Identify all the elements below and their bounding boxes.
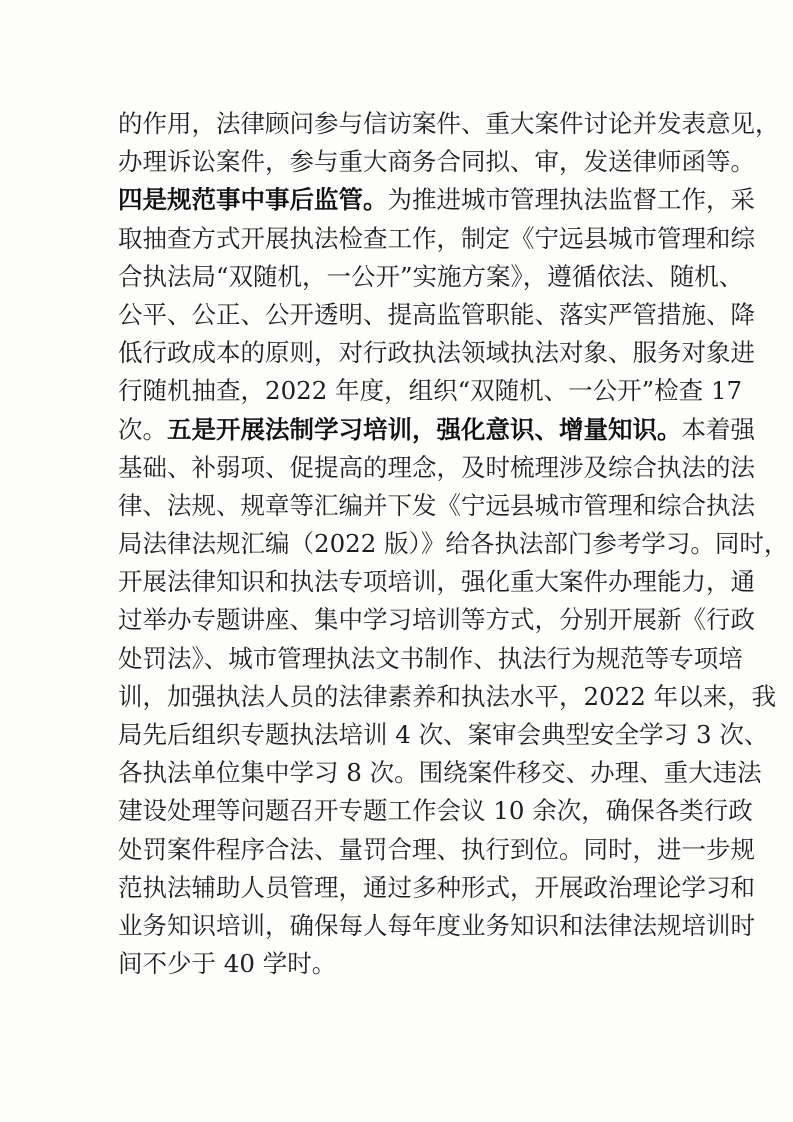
text-line bbox=[118, 296, 755, 334]
text-line bbox=[118, 372, 743, 410]
body-text-run: 局法律法规汇编（2022 版）》给各执法部门参考学习。同时， bbox=[118, 529, 789, 559]
body-text-run: 的作用，法律顾问参与信访案件、重大案件讨论并发表意见， bbox=[118, 109, 780, 138]
text-line bbox=[118, 869, 755, 907]
body-text-run: 律、法规、规章等汇编并下发《宁远县城市管理和综合执法 bbox=[118, 490, 755, 520]
body-text-run: 处罚案件程序合法、量罚合理、执行到位。同时，进一步规 bbox=[118, 834, 755, 864]
body-text-run: 各执法单位集中学习 8 次。围绕案件移交、办理、重大违法 bbox=[118, 758, 762, 788]
body-text-run: 取抽查方式开展执法检查工作，制定《宁远县城市管理和综 bbox=[118, 223, 755, 253]
body-text-run: 范执法辅助人员管理，通过多种形式，开展政治理论学习和 bbox=[118, 872, 755, 902]
bold-heading-text: 五是开展法制学习培训，强化意识、增量知识。 bbox=[167, 414, 682, 444]
text-line bbox=[118, 334, 755, 372]
body-text-run: 行随机抽查，2022 年度，组织“双随机、一公开”检查 17 bbox=[118, 376, 743, 406]
text-line bbox=[118, 831, 755, 869]
text-line bbox=[118, 792, 753, 830]
text-line bbox=[118, 563, 755, 601]
body-text-run: 过举办专题讲座、集中学习培训等方式，分别开展新《行政 bbox=[118, 605, 755, 635]
body-text-run: 处罚法》、城市管理执法文书制作、执法行为规范等专项培 bbox=[118, 643, 743, 673]
body-text-run: 建设处理等问题召开专题工作会议 10 余次，确保各类行政 bbox=[118, 796, 753, 826]
body-text-run: 训，加强执法人员的法律素养和执法水平，2022 年以来，我 bbox=[118, 681, 777, 711]
text-line bbox=[118, 411, 755, 449]
text-line bbox=[118, 640, 743, 678]
body-text-run: 基础、补弱项、促提高的理念，及时梳理涉及综合执法的法 bbox=[118, 452, 755, 482]
body-text-run: 办理诉讼案件，参与重大商务合同拟、审，发送律师函等。 bbox=[118, 147, 755, 177]
text-line bbox=[118, 487, 755, 525]
body-text-run: 本着强 bbox=[681, 414, 755, 444]
text-line bbox=[118, 601, 755, 639]
body-text-run: 开展法律知识和执法专项培训，强化重大案件办理能力，通 bbox=[118, 567, 755, 597]
text-line bbox=[118, 754, 762, 792]
text-line bbox=[118, 181, 755, 219]
text-line bbox=[118, 258, 744, 296]
text-line bbox=[118, 945, 674, 983]
text-line bbox=[118, 525, 789, 563]
body-text-run: 业务知识培训，确保每人每年度业务知识和法律法规培训时 bbox=[118, 910, 755, 940]
text-line bbox=[118, 716, 769, 754]
body-text-run: 公平、公正、公开透明、提高监管职能、落实严管措施、降 bbox=[118, 299, 755, 329]
text-line bbox=[118, 143, 755, 181]
body-text-run: 次。 bbox=[118, 414, 167, 444]
body-text-run: 低行政成本的原则，对行政执法领域执法对象、服务对象进 bbox=[118, 338, 755, 368]
text-line bbox=[118, 449, 755, 487]
text-line bbox=[118, 220, 755, 258]
body-text-run: 局先后组织专题执法培训 4 次、案审会典型安全学习 3 次、 bbox=[118, 720, 769, 749]
bold-heading-text: 四是规范事中事后监管。 bbox=[118, 185, 388, 215]
body-text-run: 间不少于 40 学时。 bbox=[118, 949, 337, 979]
body-text-run: 合执法局“双随机，一公开”实施方案》，遵循依法、随机、 bbox=[118, 261, 744, 291]
text-line bbox=[118, 105, 780, 143]
body-text bbox=[118, 105, 789, 983]
body-text-run: 为推进城市管理执法监督工作，采 bbox=[387, 185, 755, 215]
text-line bbox=[118, 678, 777, 716]
text-line bbox=[118, 907, 755, 945]
